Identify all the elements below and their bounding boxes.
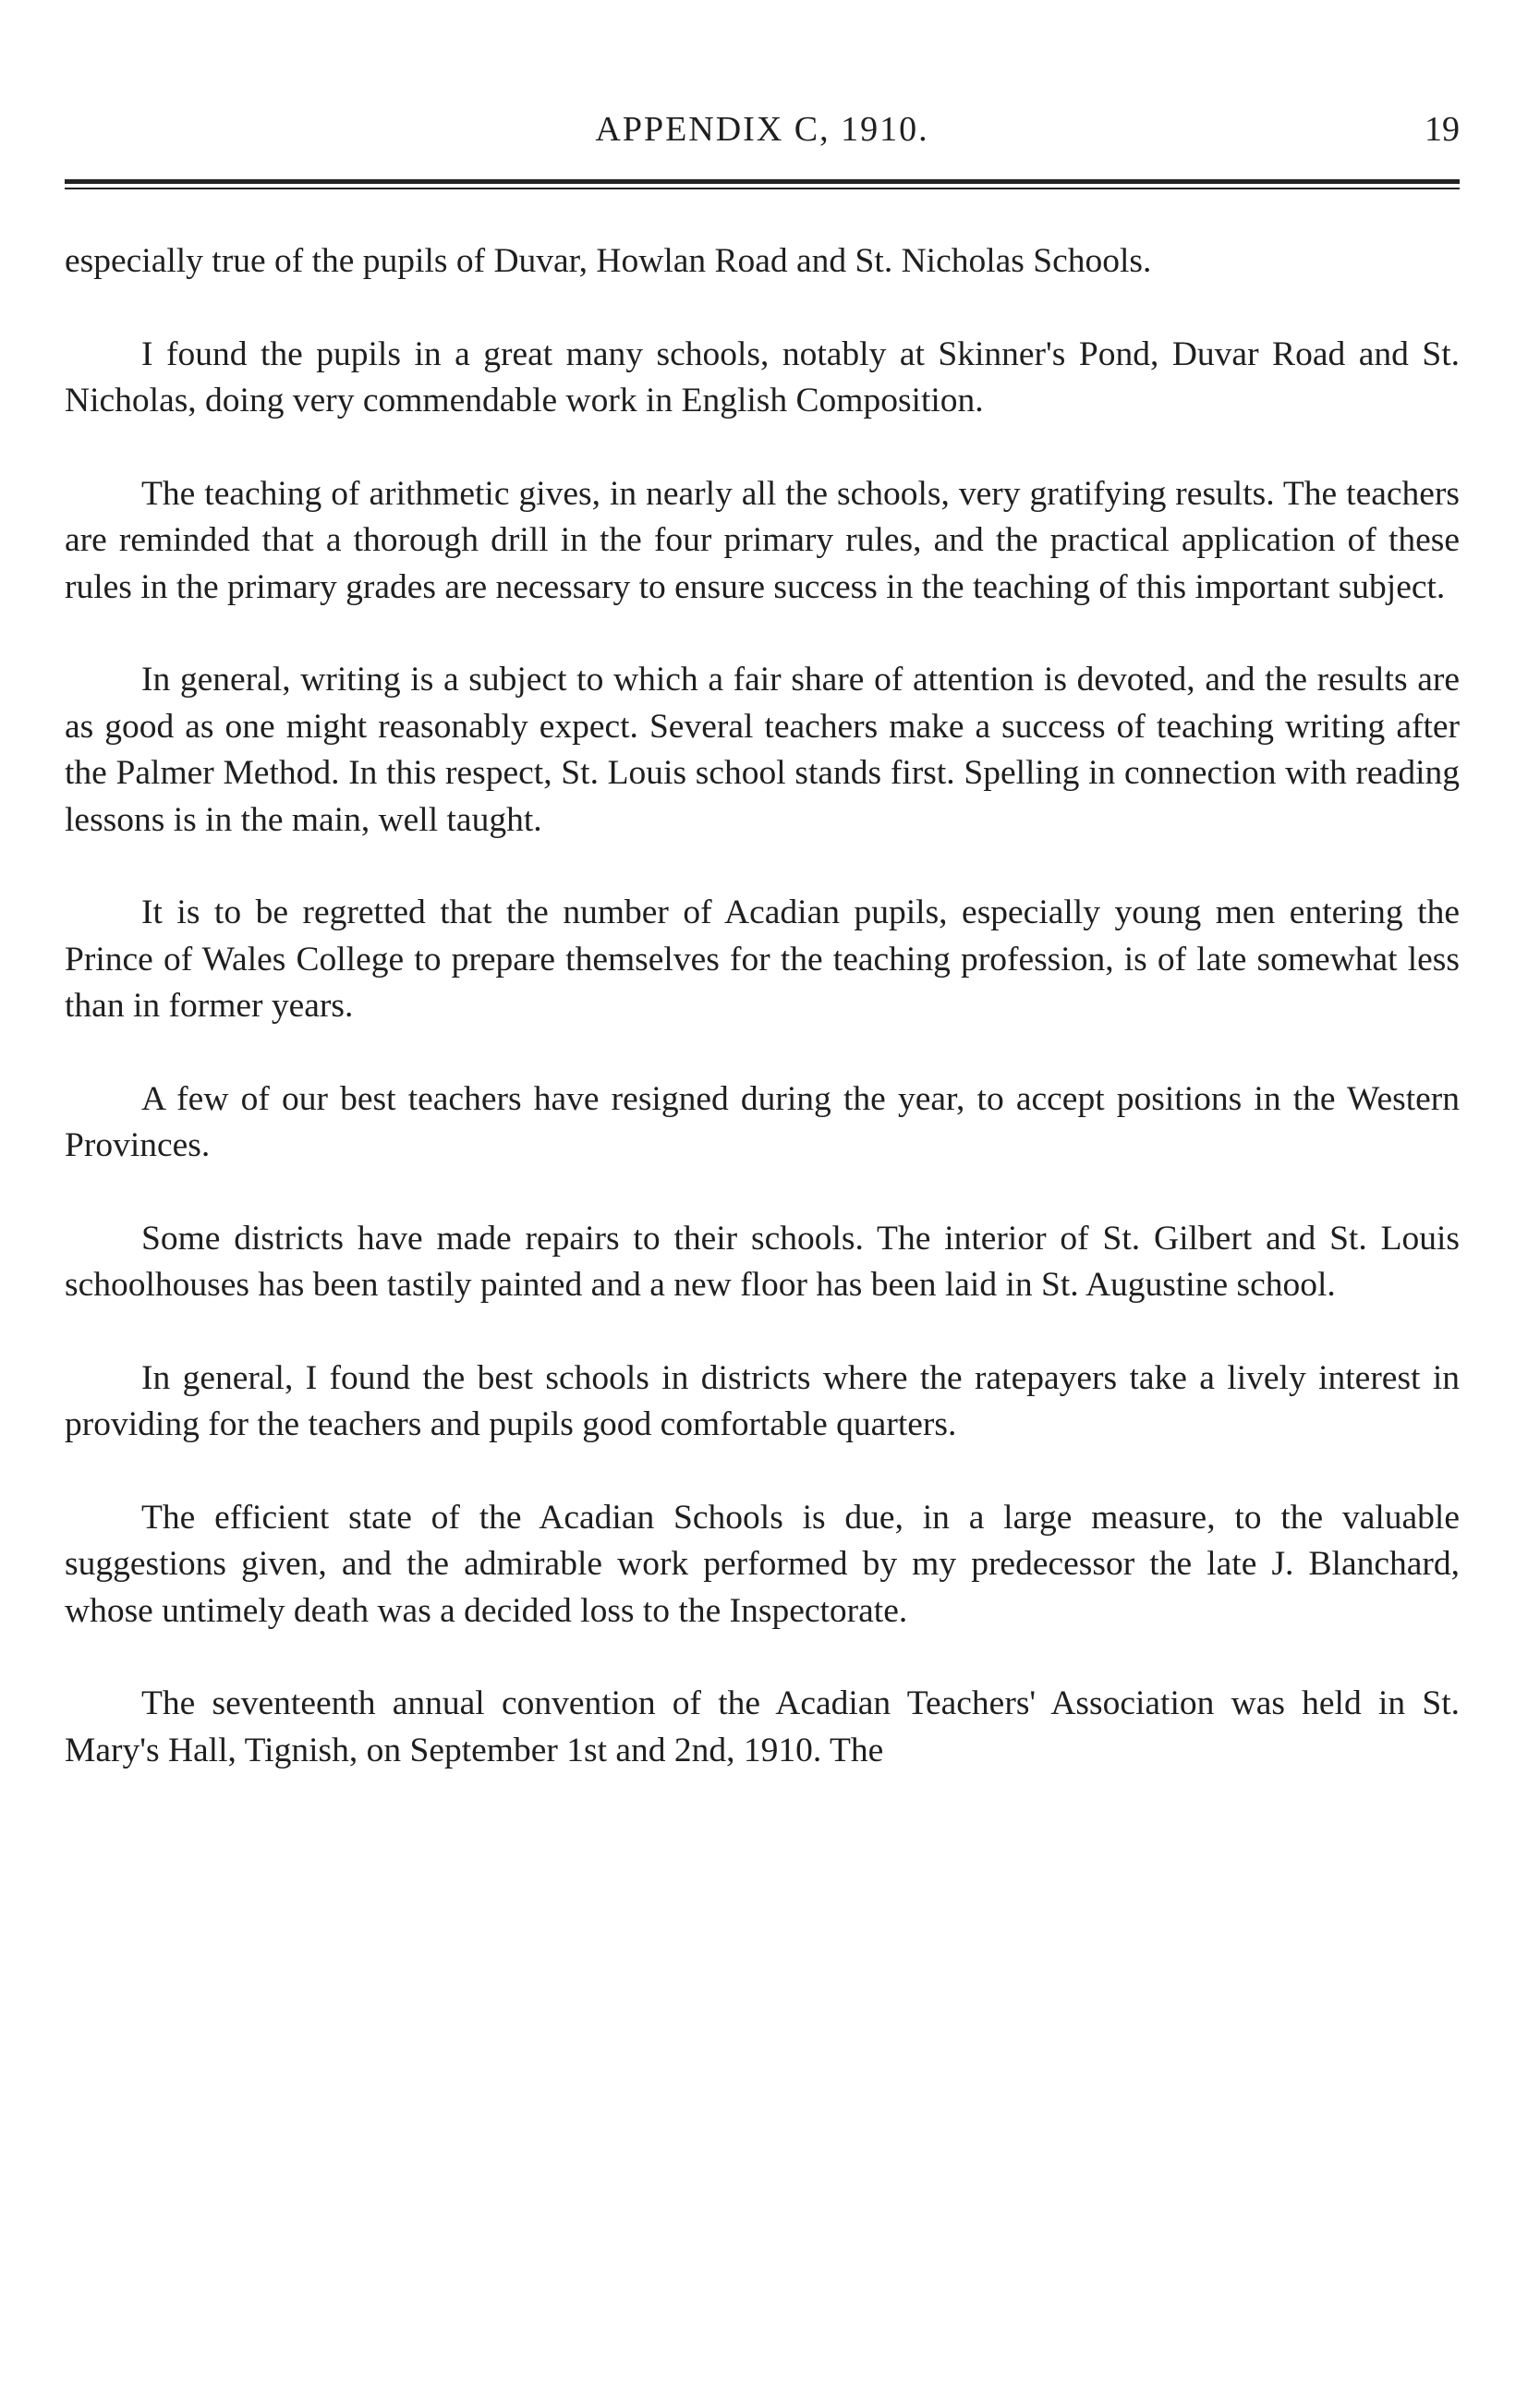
paragraph-predecessor: The efficient state of the Acadian Schools is due, in a large measure, to the valuable suggestions given, and the admirable work performed by my predecessor the late J. Blanchard, whose untimely death was a decided loss to the Inspectorate. [65, 1498, 1460, 1630]
paragraph-continuation: especially true of the pupils of Duvar, Howlan Road and St. Nicholas Schools. [65, 242, 1152, 280]
paragraph-repairs: Some districts have made repairs to their schools. The interior of St. Gilbert and St. Louis schoolhouses has been tastily painted and a new floor has been laid in St. Augustine school. [65, 1219, 1460, 1304]
header-rule-thick [65, 179, 1460, 184]
page-number: 19 [1425, 110, 1460, 149]
paragraph-college: It is to be regretted that the number of Acadian pupils, especially young men entering the Prince of Wales College to prepare themselves for the teaching profession, is of late somewhat less than in former years. [65, 894, 1460, 1025]
paragraph-resignations: A few of our best teachers have resigned during the year, to accept positions in the Western Provinces. [65, 1079, 1460, 1164]
paragraph-arithmetic: The teaching of arithmetic gives, in nearly all the schools, very gratifying results. The teachers are reminded that a thorough drill in the four primary rules, and the practical application of these rules in the primary grades are necessary to ensure success in the teaching of this important subject. [65, 474, 1460, 606]
header-rule-thin [65, 188, 1460, 189]
paragraph-writing: In general, writing is a subject to which a fair share of attention is devoted, and the results are as good as one might reasonably expect. Several teachers make a success of teaching writing after the Palmer Method. In this respect, St. Louis school stands first. Spelling in connection with reading lessons is in the main, well taught. [65, 661, 1460, 839]
header-double-rule [65, 179, 1460, 190]
body-text [65, 238, 1460, 1820]
paragraph-composition: I found the pupils in a great many schools, notably at Skinner's Pond, Duvar Road and St. Nicholas, doing very commendable work in English Composition. [65, 334, 1460, 419]
paragraph-convention: The seventeenth annual convention of the Acadian Teachers' Association was held in St. Mary's Hall, Tignish, on September 1st and 2nd, 1910. The [65, 1684, 1460, 1769]
paragraph-ratepayers: In general, I found the best schools in districts where the ratepayers take a lively interest in providing for the teachers and pupils good comfortable quarters. [65, 1358, 1460, 1443]
running-head: APPENDIX C, 1910. [595, 110, 929, 149]
page-header [65, 109, 1460, 164]
